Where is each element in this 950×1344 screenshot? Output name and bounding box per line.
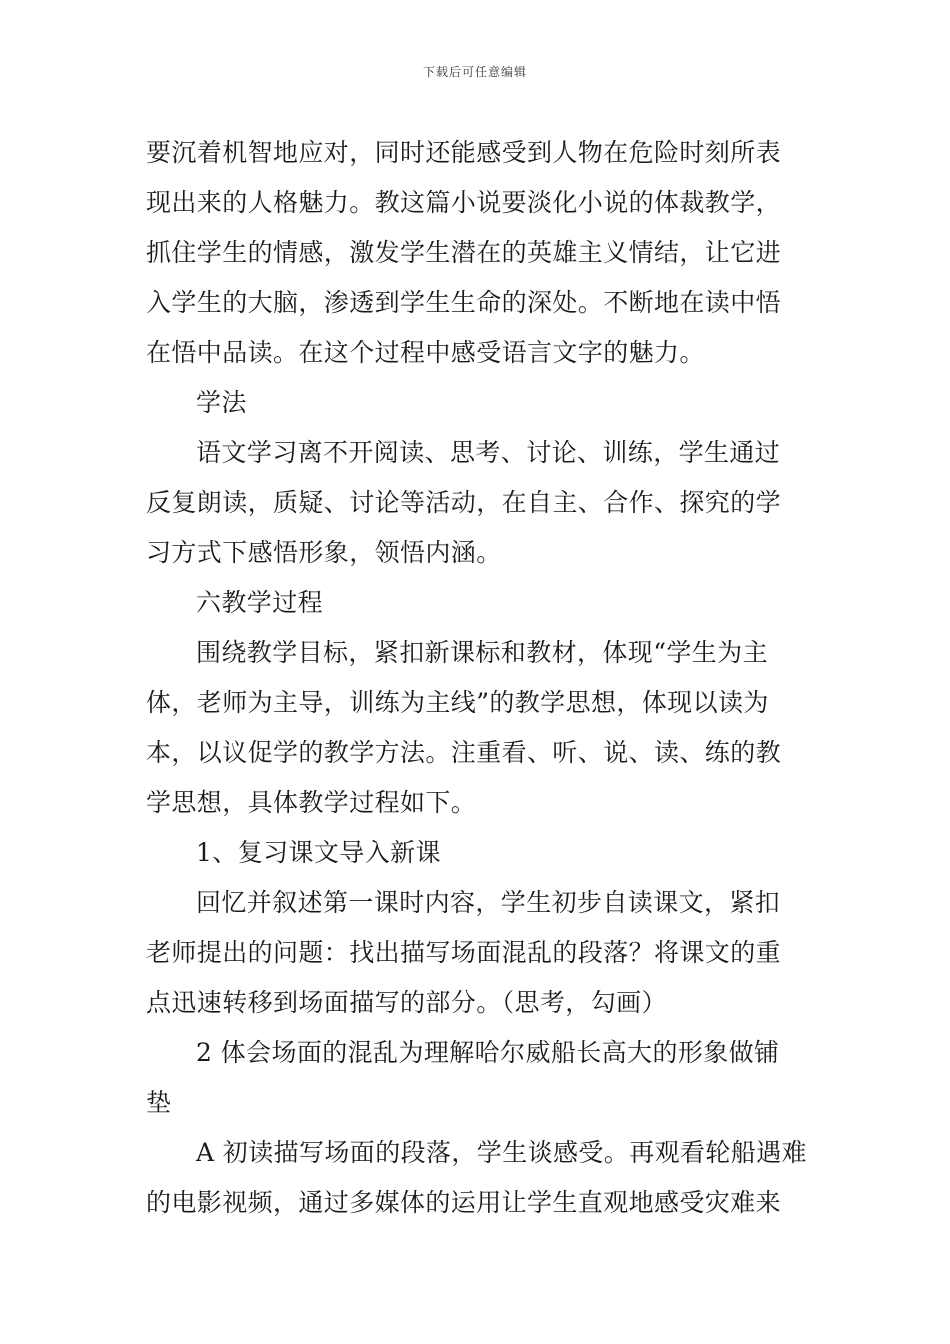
section-heading: 六教学过程 [196, 588, 324, 617]
text-line: 本，以议促学的教学方法。注重看、听、说、读、练的教 [146, 738, 782, 767]
text-line: 回忆并叙述第一课时内容，学生初步自读课文，紧扣 [196, 888, 781, 917]
text-line: 现出来的人格魅力。教这篇小说要淡化小说的体裁教学， [146, 188, 782, 217]
text-line: 入学生的大脑，渗透到学生生命的深处。不断地在读中悟 [146, 288, 782, 317]
text-line: 的电影视频，通过多媒体的运用让学生直观地感受灾难来 [146, 1188, 782, 1217]
section-heading: 学法 [196, 388, 247, 417]
document-body [146, 128, 808, 1228]
text-line: 垫 [146, 1088, 172, 1117]
text-line: 点迅速转移到场面描写的部分。（思考，勾画） [146, 988, 667, 1017]
page-header: 下载后可任意编辑 [422, 65, 527, 79]
text-line: 老师提出的问题：找出描写场面混乱的段落？将课文的重 [146, 938, 782, 967]
text-line: 体，老师为主导，训练为主线”的教学思想，体现以读为 [146, 688, 769, 717]
section-heading: 1、复习课文导入新课 [196, 838, 441, 867]
text-line: 要沉着机智地应对，同时还能感受到人物在危险时刻所表 [146, 138, 782, 167]
text-line: 反复朗读，质疑、讨论等活动，在自主、合作、探究的学 [146, 488, 782, 517]
text-line: 语文学习离不开阅读、思考、讨论、训练，学生通过 [196, 438, 781, 467]
text-line: 抓住学生的情感，激发学生潜在的英雄主义情结，让它进 [146, 238, 782, 267]
text-line: 在悟中品读。在这个过程中感受语言文字的魅力。 [146, 338, 705, 367]
text-line: 围绕教学目标，紧扣新课标和教材，体现“学生为主 [196, 638, 768, 667]
text-line: 学思想，具体教学过程如下。 [146, 788, 477, 817]
text-line: 习方式下感悟形象，领悟内涵。 [146, 538, 502, 567]
section-heading: 2 体会场面的混乱为理解哈尔威船长高大的形象做铺 [196, 1038, 780, 1067]
text-line: A 初读描写场面的段落，学生谈感受。再观看轮船遇难 [196, 1138, 808, 1167]
